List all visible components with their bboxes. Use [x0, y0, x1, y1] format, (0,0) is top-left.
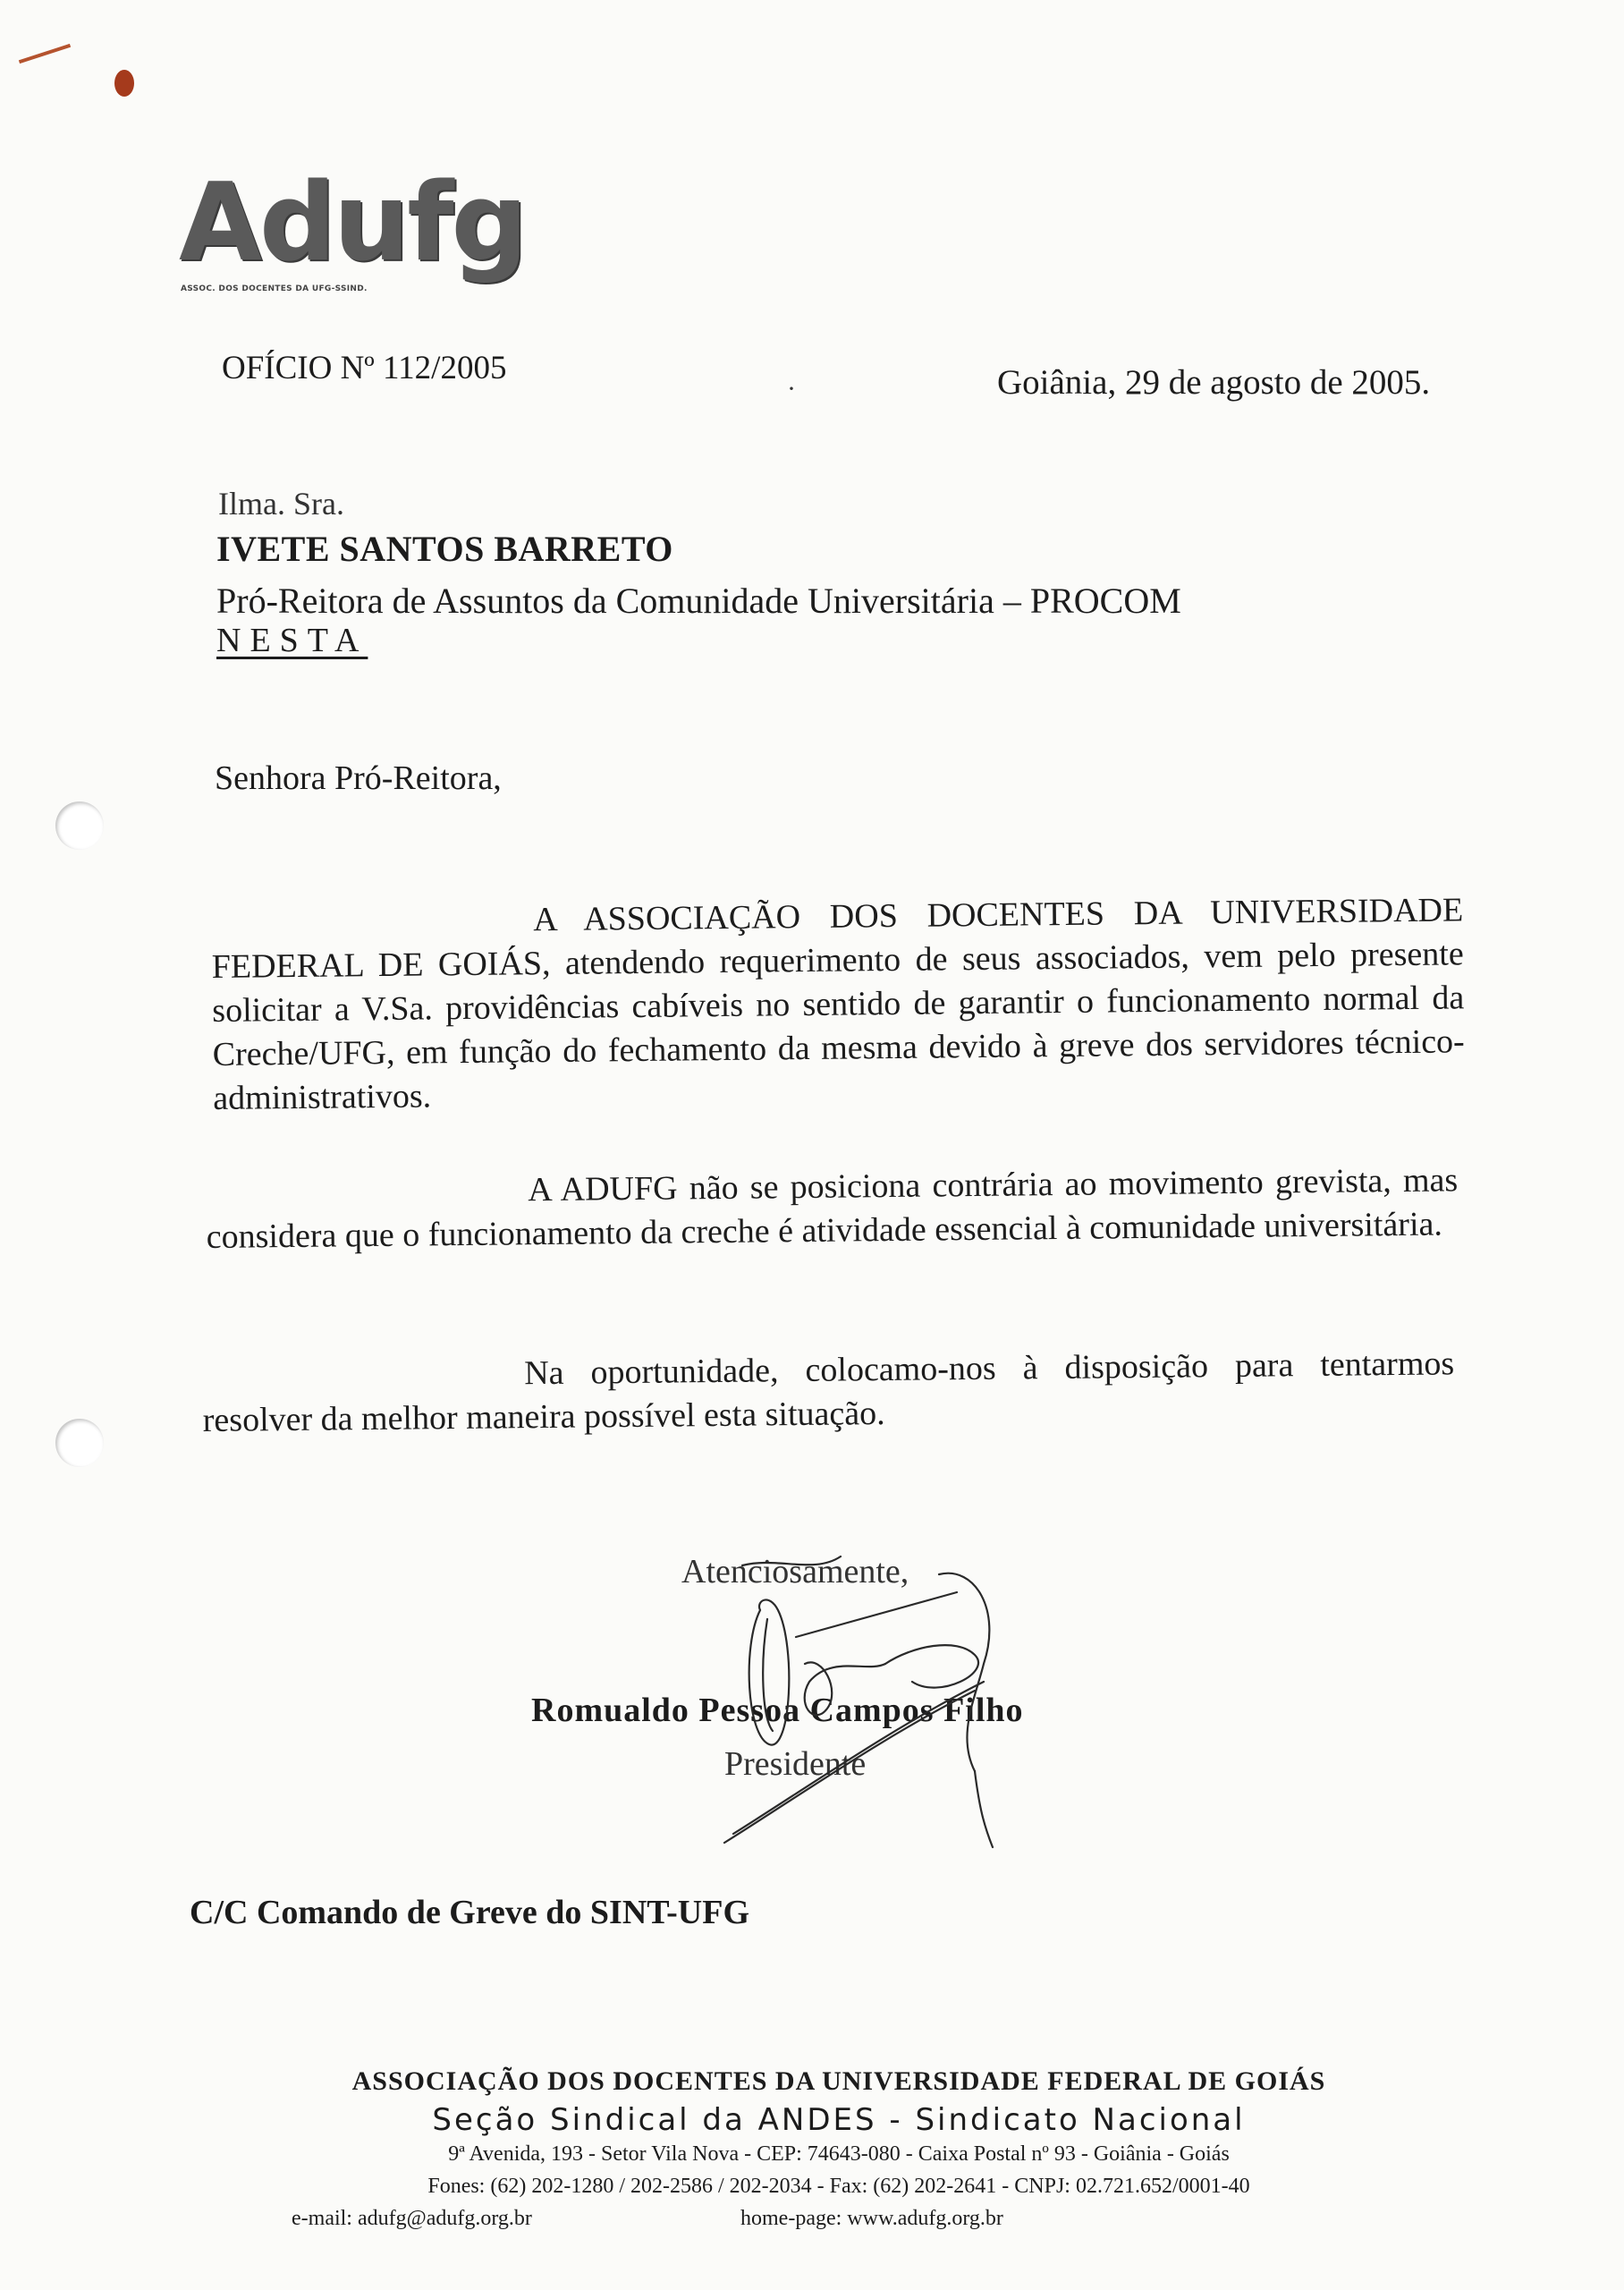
adufg-logo: [179, 161, 526, 304]
logo-subtitle: ASSOC. DOS DOCENTES DA UFG-SSIND.: [181, 284, 368, 293]
carbon-copy-line: C/C Comando de Greve do SINT-UFG: [190, 1894, 749, 1931]
footer-email: e-mail: adufg@adufg.org.br: [292, 2207, 532, 2230]
valediction: Atenciosamente,: [681, 1553, 909, 1590]
recipient-salutation: Ilma. Sra.: [218, 486, 344, 522]
recipient-name: IVETE SANTOS BARRETO: [216, 529, 673, 569]
reference-number: OFÍCIO Nº 112/2005: [222, 350, 507, 386]
signer-role: Presidente: [724, 1745, 867, 1783]
recipient-location: NESTA: [216, 622, 368, 659]
footer-org-name: ASSOCIAÇÃO DOS DOCENTES DA UNIVERSIDADE FEDERAL DE GOIÁS: [351, 2066, 1326, 2096]
greeting: Senhora Pró-Reitora,: [215, 759, 502, 797]
ink-stain: [114, 70, 134, 97]
recipient-title: Pró-Reitora de Assuntos da Comunidade Universitária – PROCOM: [216, 581, 1181, 621]
footer-homepage: home-page: www.adufg.org.br: [740, 2207, 1003, 2230]
punch-hole-top: [55, 802, 104, 850]
footer-section: Seção Sindical da ANDES - Sindicato Nacional: [432, 2102, 1246, 2138]
logo-wordmark: Adufg: [179, 161, 526, 285]
paragraph-text: A ASSOCIAÇÃO DOS DOCENTES DA UNIVERSIDADE FEDERAL DE GOIÁS, atendendo requerimento de seus associados, vem pelo presente solicitar a V.Sa. providências cabíveis no sentido de garantir o funcionamento normal da Creche/UFG, em função do fechamento da mesma devido à greve dos servidores técnico-administrativos.: [211, 891, 1465, 1117]
ink-mark: [19, 44, 71, 64]
paragraph-text: Na oportunidade, colocamo-nos à disposição para tentarmos resolver da melhor maneira possível esta situação.: [202, 1344, 1455, 1439]
signer-name: Romualdo Pessoa Campos Filho: [531, 1692, 1024, 1729]
body-paragraph-1: [211, 888, 1465, 1121]
body-paragraph-3: [202, 1342, 1455, 1443]
paragraph-text: A ADUFG não se posiciona contrária ao movimento grevista, mas considera que o funcionamento da creche é atividade essencial à comunidade universitária.: [206, 1161, 1459, 1256]
footer-phones: Fones: (62) 202-1280 / 202-2586 / 202-2034 - Fax: (62) 202-2641 - CNPJ: 02.721.652/0001-40: [427, 2175, 1250, 2198]
handwritten-signature: [706, 1539, 1046, 1861]
letter-date: Goiânia, 29 de agosto de 2005.: [997, 363, 1431, 402]
stray-dot: ·: [787, 374, 796, 403]
footer-address: 9ª Avenida, 193 - Setor Vila Nova - CEP: 74643-080 - Caixa Postal nº 93 - Goiânia - Goiás: [448, 2142, 1230, 2166]
body-paragraph-2: [206, 1158, 1459, 1260]
punch-hole-bottom: [55, 1419, 104, 1467]
